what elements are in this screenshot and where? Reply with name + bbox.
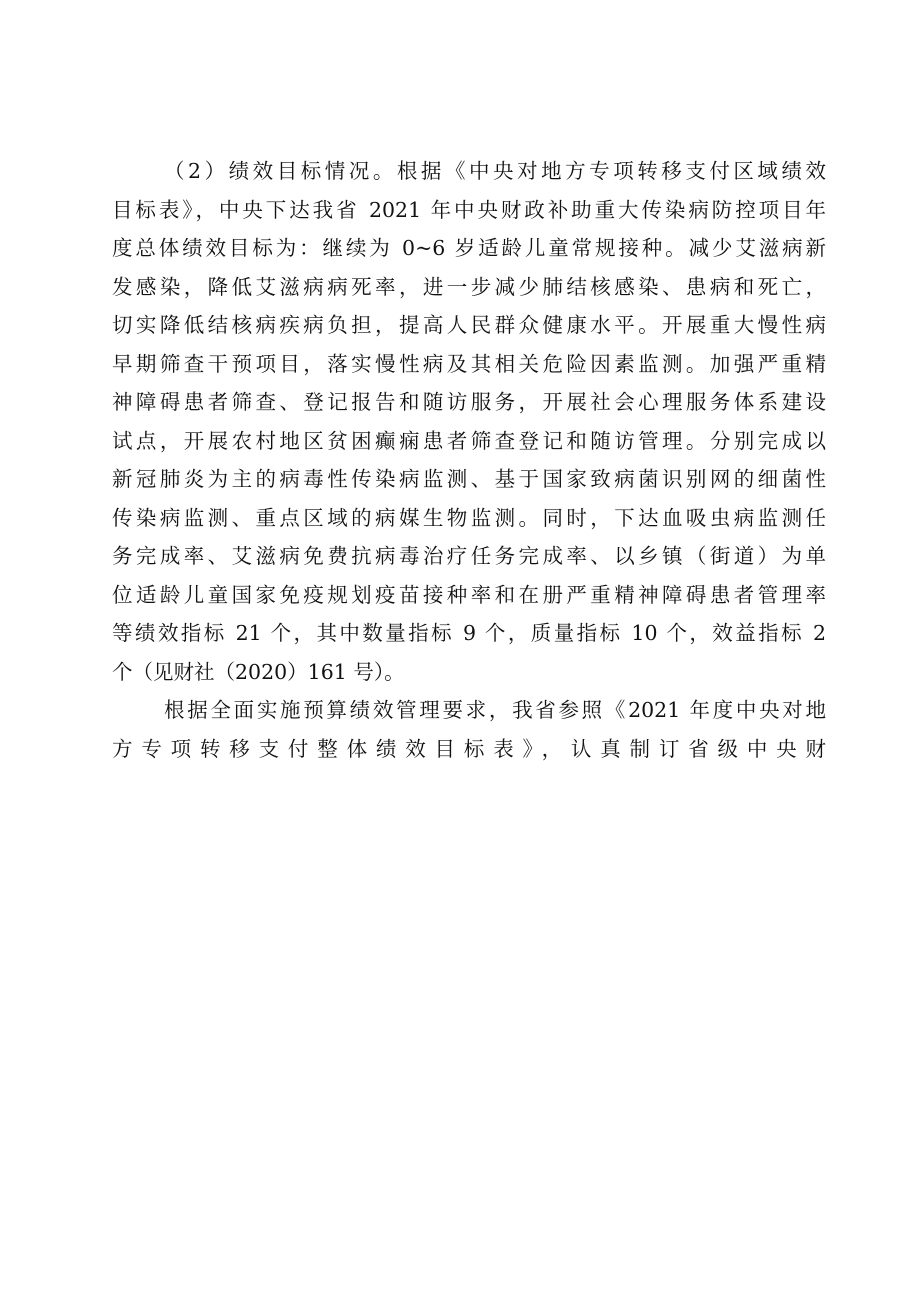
text-line: 等绩效指标 21 个，其中数量指标 9 个，质量指标 10 个，效益指标 2 <box>112 621 826 645</box>
text-line: 度总体绩效目标为：继续为 0~6 岁适龄儿童常规接种。减少艾滋病新 <box>112 236 826 260</box>
text-line: 个（见财社（2020）161 号）。 <box>112 659 405 684</box>
text-line: 根据全面实施预算绩效管理要求，我省参照《2021 年度中央对地 <box>164 698 826 722</box>
text-line: （2）绩效目标情况。根据《中央对地方专项转移支付区域绩效 <box>164 159 826 183</box>
text-line: 发感染，降低艾滋病病死率，进一步减少肺结核感染、患病和死亡， <box>112 274 826 299</box>
text-line: 早期筛查干预项目，落实慢性病及其相关危险因素监测。加强严重精 <box>112 351 826 376</box>
paragraph-budget-management <box>112 691 826 768</box>
text-line: 目标表》，中央下达我省 2021 年中央财政补助重大传染病防控项目年 <box>112 197 826 222</box>
text-line: 试点，开展农村地区贫困癫痫患者筛查登记和随访管理。分别完成以 <box>112 428 826 453</box>
text-line: 传染病监测、重点区域的病媒生物监测。同时，下达血吸虫病监测任 <box>112 505 826 530</box>
paragraph-performance-targets <box>112 152 826 691</box>
text-line: 位适龄儿童国家免疫规划疫苗接种率和在册严重精神障碍患者管理率 <box>112 582 826 607</box>
text-line: 方专项转移支付整体绩效目标表》，认真制订省级中央财 <box>112 736 826 761</box>
text-line: 切实降低结核病疾病负担，提高人民群众健康水平。开展重大慢性病 <box>112 313 826 337</box>
text-line: 新冠肺炎为主的病毒性传染病监测、基于国家致病菌识别网的细菌性 <box>112 467 826 491</box>
text-line: 务完成率、艾滋病免费抗病毒治疗任务完成率、以乡镇（街道）为单 <box>112 544 826 568</box>
text-line: 神障碍患者筛查、登记报告和随访服务，开展社会心理服务体系建设 <box>112 390 826 414</box>
document-page <box>112 152 826 768</box>
